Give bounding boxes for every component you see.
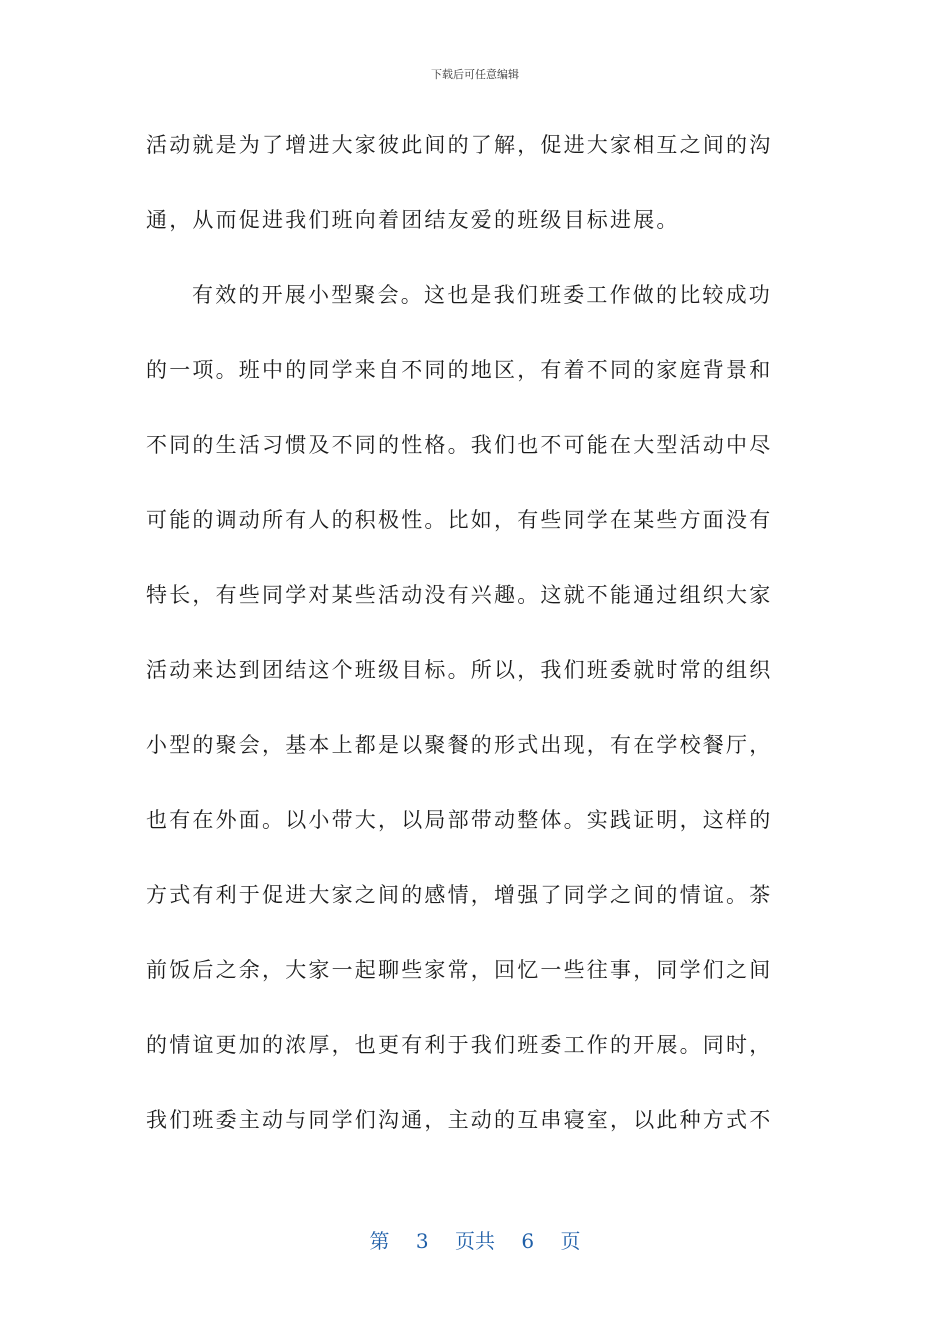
text-line: 活动来达到团结这个班级目标。所以，我们班委就时常的组织 [146,658,773,682]
total-pages-number: 6 [521,1229,535,1253]
text-line: 的一项。班中的同学来自不同的地区，有着不同的家庭背景和 [146,358,773,382]
current-page-number: 3 [415,1229,429,1253]
text-line: 我们班委主动与同学们沟通，主动的互串寝室，以此种方式不 [146,1108,773,1132]
text-line: 方式有利于促进大家之间的感情，增强了同学之间的情谊。茶 [146,883,773,907]
page-number-footer [0,1225,950,1254]
footer-suffix: 页 [560,1229,581,1253]
text-line: 小型的聚会，基本上都是以聚餐的形式出现，有在学校餐厅， [146,733,773,757]
paragraph-start-line: 有效的开展小型聚会。这也是我们班委工作做的比较成功 [192,283,772,307]
text-line: 通，从而促进我们班向着团结友爱的班级目标进展。 [146,208,680,232]
text-line: 的情谊更加的浓厚，也更有利于我们班委工作的开展。同时， [146,1033,773,1057]
text-line: 也有在外面。以小带大，以局部带动整体。实践证明，这样的 [146,808,773,832]
text-line: 不同的生活习惯及不同的性格。我们也不可能在大型活动中尽 [146,433,773,457]
text-line: 特长，有些同学对某些活动没有兴趣。这就不能通过组织大家 [146,583,773,607]
text-line: 前饭后之余，大家一起聊些家常，回忆一些往事，同学们之间 [146,958,773,982]
footer-middle: 页共 [455,1229,495,1253]
text-line: 可能的调动所有人的积极性。比如，有些同学在某些方面没有 [146,508,773,532]
text-line: 活动就是为了增进大家彼此间的了解，促进大家相互之间的沟 [146,133,773,157]
header-note: 下载后可任意编辑 [431,68,519,81]
footer-prefix: 第 [369,1229,390,1253]
document-body [146,122,806,1172]
